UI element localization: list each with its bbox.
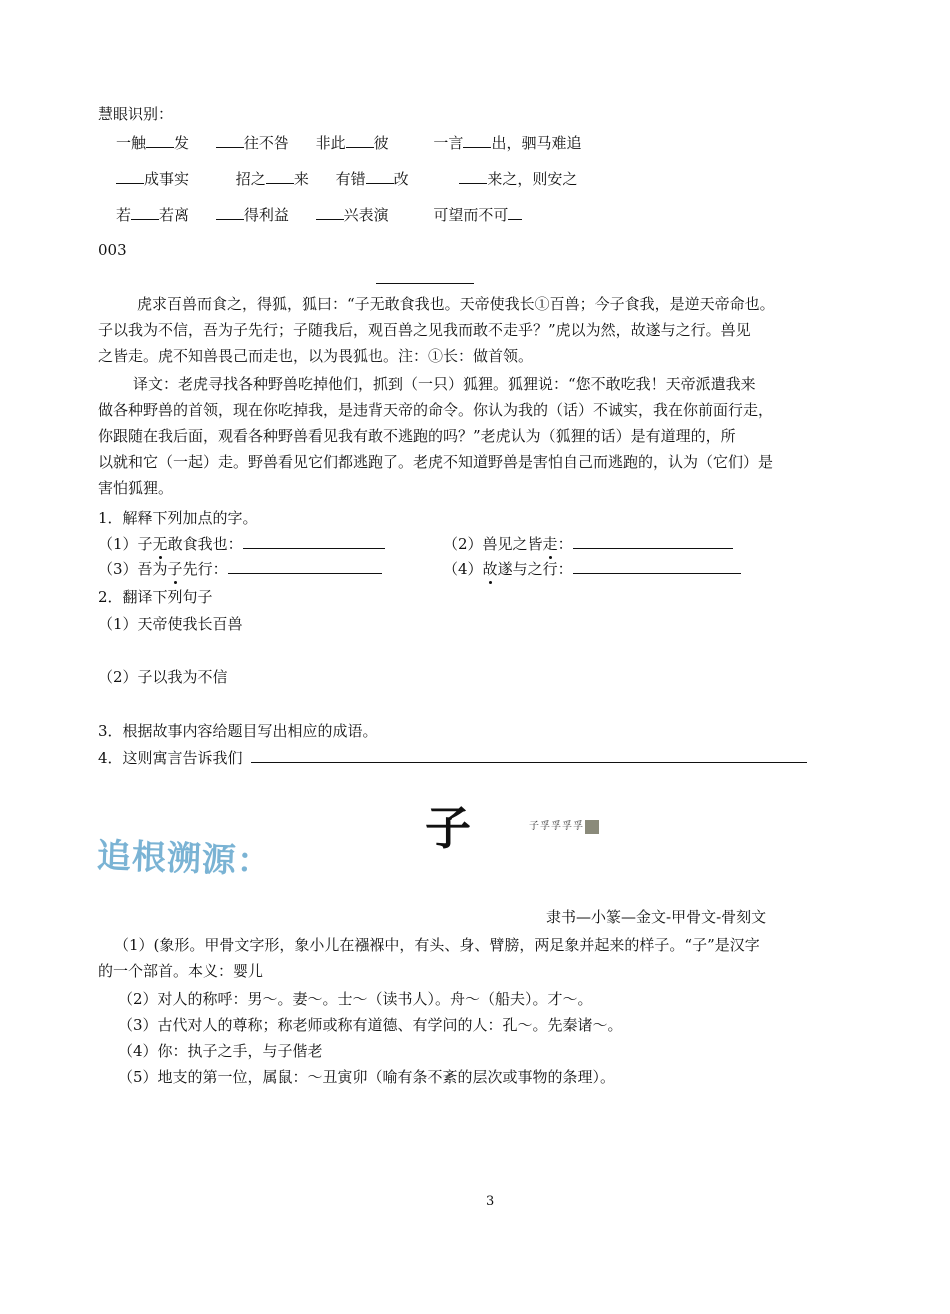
question-1-item-1: （1）子无敢食我也： — [98, 532, 385, 554]
translation-line: 你跟随在我后面，观看各种野兽看见我有敢不逃跑的吗？”老虎认为（狐狸的话）是有道理的，所 — [98, 427, 736, 445]
question-2-item-2: （2）子以我为不信 — [98, 668, 228, 686]
evolution-caption: 隶书—小篆—金文-甲骨文-骨刻文 — [546, 908, 767, 926]
question-1: 1．解释下列加点的字。 — [98, 509, 258, 527]
question-1-item-3: （3）吾为子先行： — [98, 557, 382, 579]
page-number: 3 — [486, 1194, 495, 1209]
definition-line: （5）地支的第一位，属鼠：～丑寅卯（喻有条不紊的层次或事物的条理）。 — [118, 1068, 616, 1086]
idiom-row-3: 若 若离 得利益 兴表演 可望而不可 — [116, 203, 522, 225]
idiom-row-2: 成事实 招之 来 有错 改 来之，则安之 — [116, 167, 577, 189]
answer-blank[interactable] — [573, 532, 733, 549]
question-1-item-4: （4）故遂与之行： — [443, 557, 741, 579]
translation-line: 做各种野兽的首领，现在你吃掉我，是违背天帝的命令。你认为我的（话）不诚实，我在你前面行走， — [98, 401, 774, 419]
question-2-item-1: （1）天帝使我长百兽 — [98, 615, 243, 633]
featured-character: 子 — [425, 801, 471, 855]
definition-line: 的一个部首。本义：婴儿 — [98, 962, 264, 980]
title-blank-line — [376, 283, 474, 284]
answer-blank[interactable] — [228, 557, 382, 574]
translation-line: 译文：老虎寻找各种野兽吃掉他们，抓到（一只）狐狸。狐狸说：“您不敢吃我！天帝派遣我来 — [133, 375, 756, 393]
translation-line: 害怕狐狸。 — [98, 479, 174, 497]
definition-line: （3）古代对人的尊称；称老师或称有道德、有学问的人：孔～。先秦诸～。 — [118, 1016, 623, 1034]
section-number: 003 — [98, 241, 127, 259]
passage-line: 子以我为不信，吾为子先行；子随我后，观百兽之见我而敢不走乎？”虎以为然，故遂与之行。兽见 — [98, 321, 751, 339]
answer-blank[interactable] — [243, 532, 385, 549]
answer-blank[interactable] — [573, 557, 741, 574]
question-1-item-2: （2）兽见之皆走： — [443, 532, 733, 554]
section-title-roots: 追根溯源： — [96, 836, 273, 883]
idiom-row-1: 一触 发 往不咎 非此 彼 一言 出，驷马难追 — [116, 131, 581, 153]
section-heading: 慧眼识别： — [98, 105, 174, 123]
definition-line: （1）(象形。甲骨文字形，象小儿在襁褓中，有头、身、臂膀，两足象并起来的样子。“子”是汉字 — [114, 936, 760, 954]
question-2: 2．翻译下列句子 — [98, 588, 213, 606]
definition-line: （2）对人的称呼：男～。妻～。士～（读书人）。舟～（船夫）。才～。 — [118, 990, 593, 1008]
question-4: 4．这则寓言告诉我们 — [98, 746, 807, 768]
passage-line: 之皆走。虎不知兽畏己而走也，以为畏狐也。注：①长：做首领。 — [98, 347, 534, 365]
answer-blank[interactable] — [251, 746, 807, 763]
definition-line: （4）你：执子之手，与子偕老 — [118, 1042, 323, 1060]
question-3: 3．根据故事内容给题目写出相应的成语。 — [98, 722, 378, 740]
translation-line: 以就和它（一起）走。野兽看见它们都逃跑了。老虎不知道野兽是害怕自己而逃跑的，认为（它们）是 — [98, 453, 774, 471]
passage-line: 虎求百兽而食之，得狐，狐曰：“子无敢食我也。天帝使我长①百兽；今子食我，是逆天帝命也。 — [137, 295, 775, 313]
character-evolution-glyphs: 子孚孚孚孚 — [529, 817, 599, 834]
bone-inscription-icon — [585, 820, 599, 834]
